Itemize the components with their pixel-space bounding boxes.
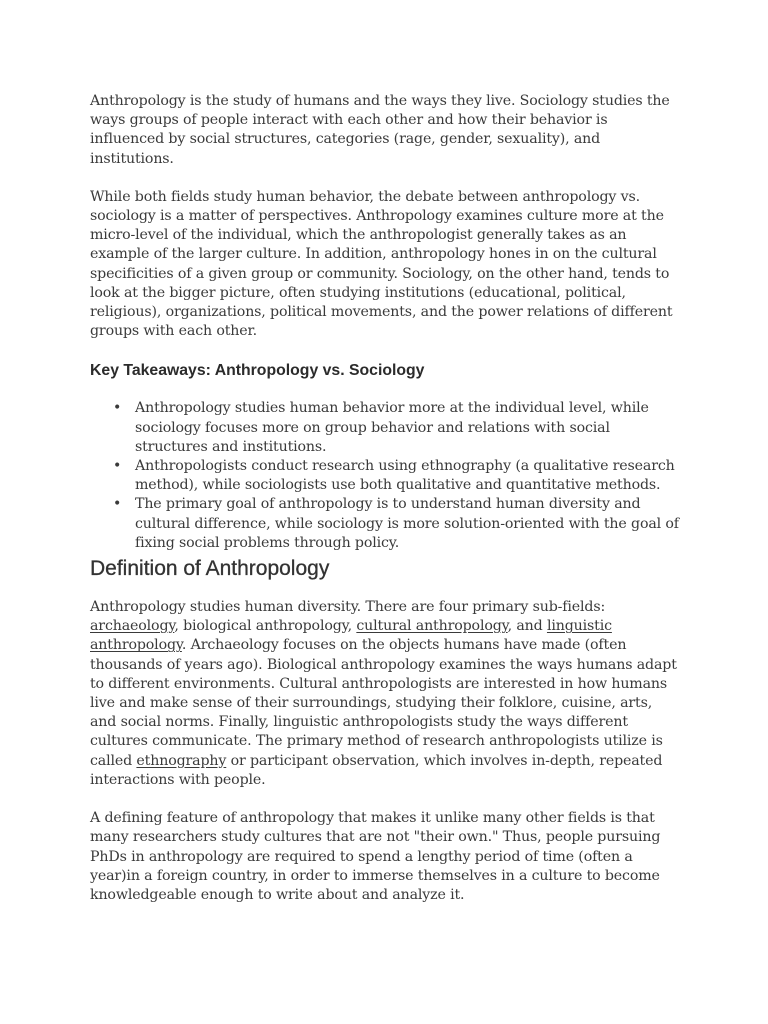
- intro-paragraph-1: Anthropology is the study of humans and the ways they live. Sociology studies the ways groups of people interact with each other and how their behavior is influenced by social structures, categories (rage, gender, sexuality), and institutions.: [90, 93, 670, 167]
- key-takeaways-list: [90, 399, 680, 553]
- ethnography-link[interactable]: ethnography: [136, 752, 227, 769]
- text-segment: . Archaeology focuses on the objects humans have made (often thousands of years ago). Biological anthropology examines the ways humans adapt to different environments. Cultural anthropologists are interested in how humans live and make sense of their surroundings, studying their folklore, cuisine, arts, and social norms. Finally, linguistic anthropologists study the ways different cultures communicate. The primary method of research anthropologists utilize is called: [90, 637, 677, 769]
- text-segment: , and: [507, 618, 547, 635]
- list-item: • Anthropologists conduct research using ethnography (a qualitative research method), while sociologists use both qualitative and quantitative methods.: [135, 457, 680, 495]
- linguistic-anthropology-link[interactable]: linguistic anthropology: [90, 618, 612, 654]
- definition-paragraph-2: A defining feature of anthropology that makes it unlike many other fields is that many researchers study cultures that are not "their own." Thus, people pursuing PhDs in anthropology are required to spend a lengthy period of time (often a year)in a foreign country, in order to immerse themselves in a culture to become knowledgeable enough to write about and analyze it.: [90, 810, 661, 903]
- text-segment: or participant observation, which involves in-depth, repeated interactions with people.: [90, 752, 663, 788]
- list-item: • The primary goal of anthropology is to understand human diversity and cultural difference, while sociology is more solution-oriented with the goal of fixing social problems through policy.: [135, 495, 680, 553]
- text-segment: Anthropology studies human diversity. There are four primary sub-fields:: [90, 599, 606, 616]
- document-page: [90, 92, 680, 905]
- definition-heading: Definition of Anthropology: [90, 557, 330, 581]
- definition-paragraph-1: [90, 598, 680, 790]
- intro-paragraph-2: While both fields study human behavior, the debate between anthropology vs. sociology is a matter of perspectives. Anthropology examines culture more at the micro-level of the individual, which the anthropologist generally takes as an example of the larger culture. In addition, anthropology hones in on the cultural specificities of a given group or community. Sociology, on the other hand, tends to look at the bigger picture, often studying institutions (educational, political, religious), organizations, political movements, and the power relations of different groups with each other.: [90, 188, 673, 340]
- key-takeaways-heading: Key Takeaways: Anthropology vs. Sociology: [90, 362, 425, 380]
- cultural-anthropology-link[interactable]: cultural anthropology: [356, 618, 508, 635]
- text-segment: , biological anthropology,: [174, 618, 357, 635]
- archaeology-link[interactable]: archaeology: [90, 618, 175, 635]
- list-item: • Anthropology studies human behavior more at the individual level, while sociology focuses more on group behavior and relations with social structures and institutions.: [135, 399, 680, 457]
